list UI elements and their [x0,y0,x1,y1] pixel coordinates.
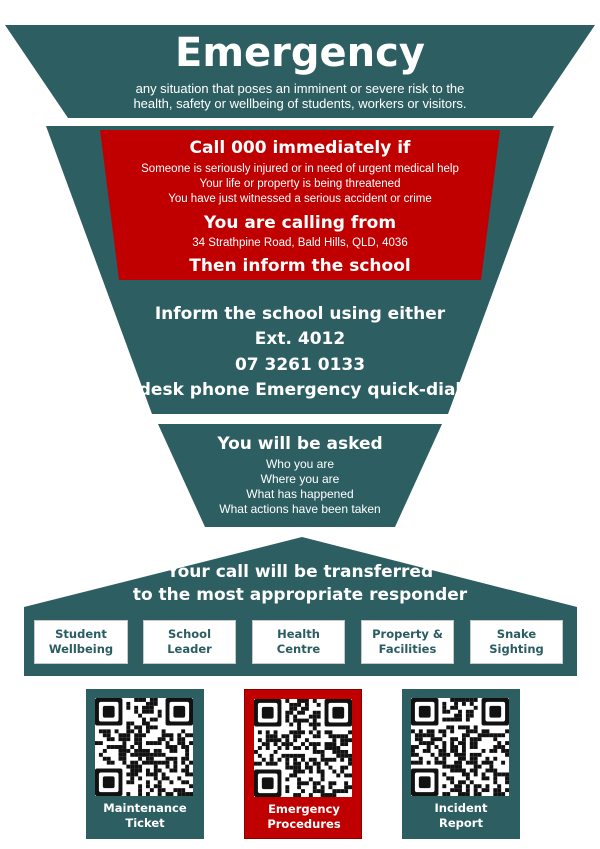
asked-item: Where you are [260,472,340,486]
qr-code-icon[interactable] [254,699,352,797]
transfer-line2: to the most appropriate responder [132,585,468,605]
asked-item: What has happened [246,487,354,501]
responder-label: Student Wellbeing [48,627,114,656]
qr-card-label: Maintenance Ticket [103,801,187,830]
condition-item: Your life or property is being threatened [199,178,401,190]
qr-card-maintenance-ticket[interactable] [86,689,204,839]
qr-card-label: Emergency Procedures [267,802,341,831]
qr-code-icon[interactable] [411,698,509,796]
qr-code-icon[interactable] [95,698,193,796]
asked-item: Who you are [265,457,335,471]
extension-number: Ext. 4012 [254,329,346,349]
transfer-line1: Your call will be transferred [166,562,434,582]
responder-label: Property & Facilities [372,627,443,656]
responder-label: School Leader [167,627,212,656]
responder-label: Snake Sighting [489,627,544,656]
school-address: 34 Strathpine Road, Bald Hills, QLD, 4036 [192,237,408,249]
responder-property-facilities [361,620,454,664]
emergency-definition-line2: health, safety or wellbeing of students, workers or visitors. [133,96,467,111]
responder-label: Health Centre [276,627,321,656]
qr-card-emergency-procedures[interactable] [244,689,362,839]
calling-from-heading: You are calling from [203,213,397,233]
responder-health-centre [252,620,345,664]
condition-item: Someone is seriously injured or in need of urgent medical help [141,163,459,175]
responder-school-leader [143,620,236,664]
asked-heading: You will be asked [217,434,383,454]
call-000-heading: Call 000 immediately if [189,138,411,158]
phone-number: 07 3261 0133 [234,355,366,375]
inform-heading: Inform the school using either [154,304,446,324]
qr-card-label: Incident Report [434,801,488,830]
asked-item: What actions have been taken [219,502,381,516]
emergency-definition-line1: any situation that poses an imminent or severe risk to the [135,81,465,96]
page-title: Emergency [175,30,425,76]
qr-card-incident-report[interactable] [402,689,520,839]
quick-dial-text: desk phone Emergency quick-dial [138,380,462,400]
condition-item: You have just witnessed a serious accident or crime [168,193,432,205]
responder-snake-sighting [470,620,563,664]
responder-student-wellbeing [34,620,128,664]
inform-school-heading: Then inform the school [189,256,411,276]
